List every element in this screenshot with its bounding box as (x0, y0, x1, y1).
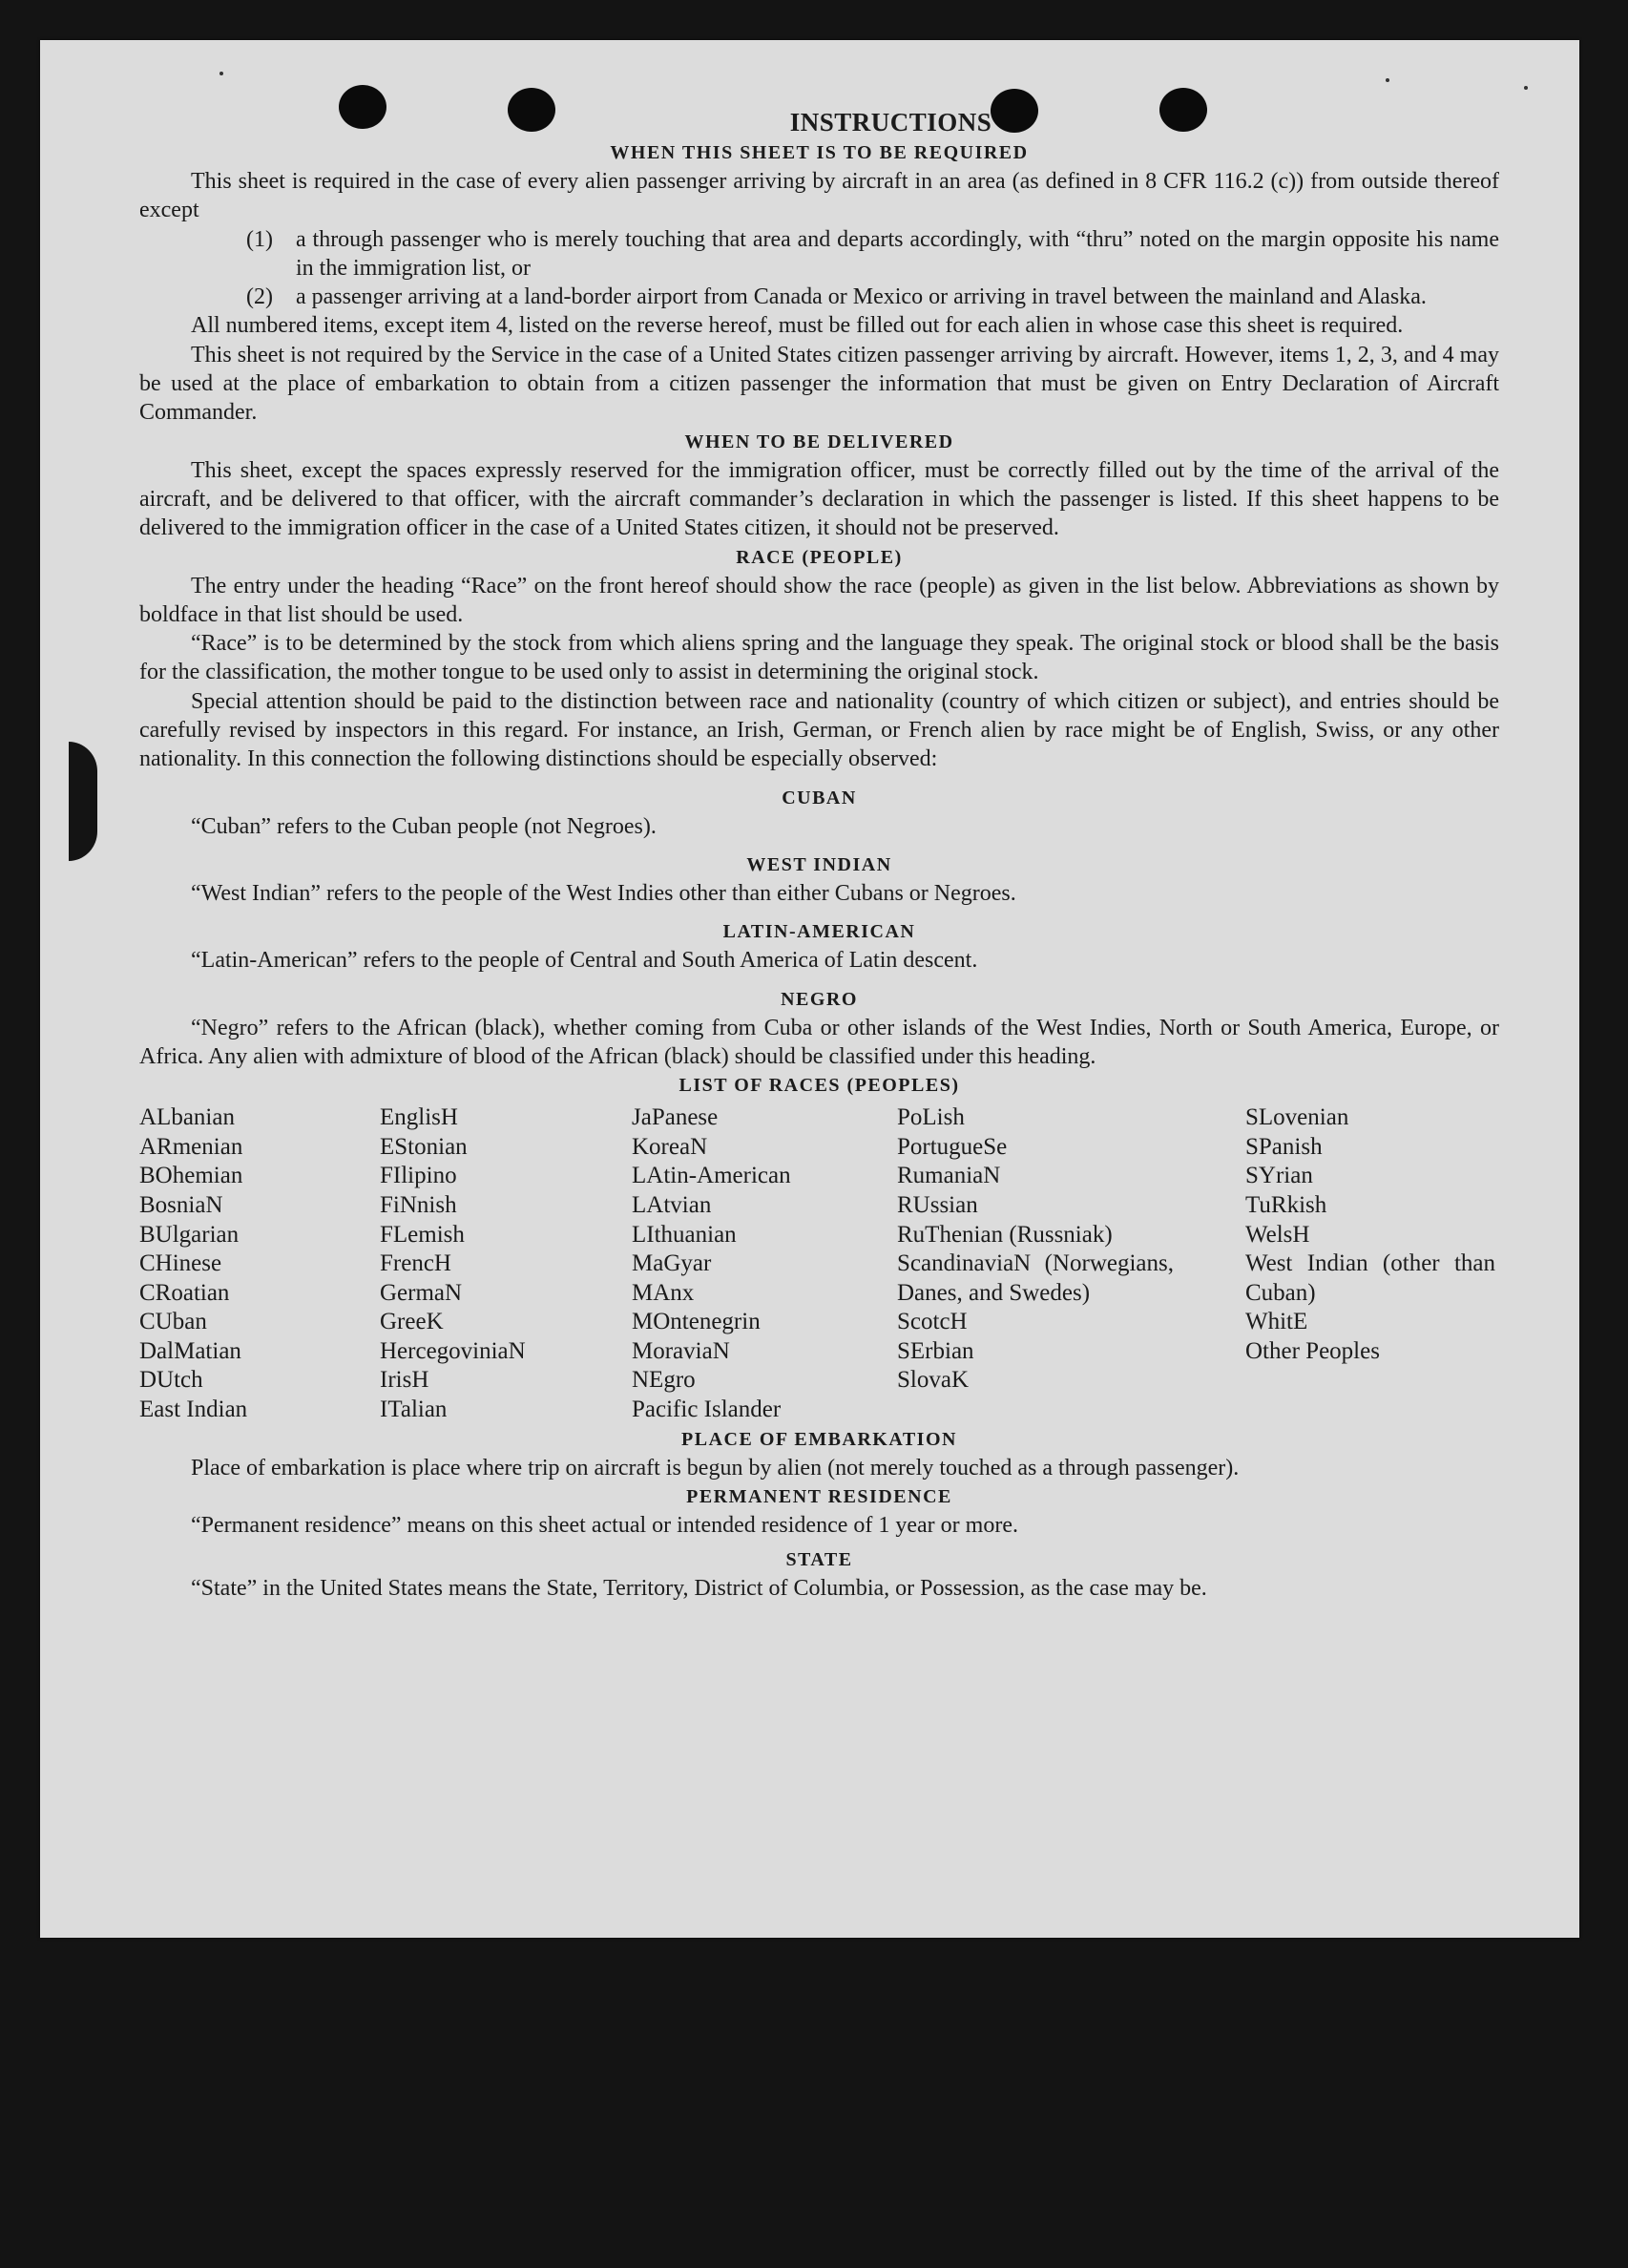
race-item: FiNnish (380, 1191, 457, 1218)
race-item: FLemish (380, 1221, 465, 1248)
race-column (380, 1103, 632, 1425)
instructions-text (139, 107, 1499, 1604)
race-item: DalMatian (139, 1337, 241, 1364)
paragraph: Place of embarkation is place where trip on aircraft is begun by alien (not merely touched as a through passenger). (191, 1455, 1240, 1480)
race-item: West Indian (other than Cuban) (1245, 1250, 1495, 1306)
race-item: HercegoviniaN (380, 1337, 526, 1364)
race-item: ITalian (380, 1396, 448, 1423)
section-heading-race: RACE (PEOPLE) (736, 546, 903, 568)
race-item: MoraviaN (632, 1337, 730, 1364)
race-item: CHinese (139, 1250, 222, 1277)
race-item: PoLish (897, 1104, 965, 1131)
race-item: GermaN (380, 1279, 463, 1306)
binding-notch (69, 742, 97, 861)
race-item: LAtvian (632, 1191, 712, 1218)
race-item: Other Peoples (1245, 1337, 1380, 1364)
race-item: SYrian (1245, 1163, 1313, 1189)
paragraph: This sheet is not required by the Service in the case of a United States citizen passenger arriving by aircraft. However, items 1, 2, 3, and 4 may be used at the place of embarkation to obtain from a citizen passenger the information that must be given on Entry Declaration of Aircraft Commander. (139, 342, 1499, 426)
section-heading-state: STATE (785, 1549, 853, 1571)
race-item: NEgro (632, 1367, 696, 1394)
race-item: RUssian (897, 1191, 978, 1218)
section-heading-negro: NEGRO (781, 988, 858, 1010)
item-number: (1) (246, 226, 273, 252)
race-item: MaGyar (632, 1250, 712, 1277)
race-item: JaPanese (632, 1104, 719, 1131)
item-text: a passenger arriving at a land-border airport from Canada or Mexico or arriving in travel between the mainland and Alaska. (296, 284, 1427, 310)
race-item: ScandinaviaN (Norwegians, Danes, and Swedes) (897, 1250, 1174, 1306)
speck (1386, 78, 1389, 82)
race-item: Pacific Islander (632, 1396, 782, 1423)
item-text: a through passenger who is merely touching that area and departs accordingly, with “thru” noted on the margin opposite his name in the immigration list, or (296, 226, 1499, 281)
paragraph: “Negro” refers to the African (black), whether coming from Cuba or other islands of the West Indies, North or South America, Europe, or Africa. Any alien with admixture of blood of the African (black) should be classified under this heading. (139, 1015, 1499, 1069)
race-item: SPanish (1245, 1133, 1323, 1160)
race-item: KoreaN (632, 1133, 708, 1160)
list-item (139, 283, 1499, 311)
race-item: EnglisH (380, 1104, 458, 1131)
race-item: RumaniaN (897, 1163, 1001, 1189)
item-number: (2) (246, 284, 273, 310)
section-heading-embarkation: PLACE OF EMBARKATION (681, 1428, 957, 1450)
section-heading-required: WHEN THIS SHEET IS TO BE REQUIRED (610, 142, 1029, 163)
section-heading-list-of-races: LIST OF RACES (PEOPLES) (678, 1075, 960, 1097)
race-item: East Indian (139, 1396, 248, 1423)
paragraph: “Permanent residence” means on this sheet actual or intended residence of 1 year or more. (191, 1512, 1018, 1538)
section-heading-cuban: CUBAN (782, 787, 857, 808)
section-heading-latin-american: LATIN-AMERICAN (722, 921, 916, 943)
race-list (139, 1103, 1499, 1425)
race-item: FIlipino (380, 1163, 457, 1189)
page-title: INSTRUCTIONS (789, 108, 992, 136)
race-item: TuRkish (1245, 1191, 1327, 1218)
paragraph: Special attention should be paid to the distinction between race and nationality (country of which citizen or subject), and entries should be carefully revised by inspectors in this regard. For instance, an Irish, German, or French alien by race might be of English, Swiss, or any other nationality. In this connection the following distinctions should be especially observed: (139, 688, 1499, 772)
race-item: EStonian (380, 1133, 468, 1160)
race-item: SLovenian (1245, 1104, 1349, 1131)
speck (1524, 86, 1528, 90)
paragraph: “Latin-American” refers to the people of Central and South America of Latin descent. (191, 948, 978, 974)
race-item: PortugueSe (897, 1133, 1008, 1160)
race-item: CRoatian (139, 1279, 230, 1306)
race-item: MOntenegrin (632, 1309, 761, 1335)
paragraph: This sheet, except the spaces expressly reserved for the immigration officer, must be correctly filled out by the time of the arrival of the aircraft, and be delivered to that officer, with the aircraft commander’s declaration in which the passenger is listed. If this sheet happens to be delivered to the immigration officer in the case of a United States citizen, it should not be preserved. (139, 457, 1499, 541)
race-item: BUlgarian (139, 1221, 240, 1248)
race-item: LAtin-American (632, 1163, 791, 1189)
race-item: DUtch (139, 1367, 203, 1394)
race-item: ScotcH (897, 1309, 968, 1335)
section-heading-delivered: WHEN TO BE DELIVERED (684, 430, 954, 452)
race-item: ALbanian (139, 1104, 235, 1131)
race-column (897, 1103, 1245, 1425)
paragraph: “Race” is to be determined by the stock from which aliens spring and the language they speak. The original stock or blood shall be the basis for the classification, the mother tongue to be used only to assist in determining the original stock. (139, 631, 1499, 685)
race-item: FrencH (380, 1250, 451, 1277)
section-heading-residence: PERMANENT RESIDENCE (686, 1485, 952, 1507)
speck (219, 72, 223, 75)
paragraph: “Cuban” refers to the Cuban people (not Negroes). (191, 813, 657, 839)
race-item: BOhemian (139, 1163, 243, 1189)
paragraph: All numbered items, except item 4, listed on the reverse hereof, must be filled out for each alien in whose case this sheet is required. (191, 313, 1404, 339)
race-item: RuThenian (Russniak) (897, 1221, 1113, 1248)
paragraph: The entry under the heading “Race” on the front hereof should show the race (people) as given in the list below. Abbreviations as shown by boldface in that list should be used. (139, 573, 1499, 627)
race-item: CUban (139, 1309, 207, 1335)
race-item: SErbian (897, 1337, 974, 1364)
race-column (632, 1103, 897, 1425)
race-column (139, 1103, 380, 1425)
race-item: WhitE (1245, 1309, 1308, 1335)
race-item: BosniaN (139, 1191, 223, 1218)
race-item: IrisH (380, 1367, 429, 1394)
race-column (1245, 1103, 1499, 1425)
paragraph: “State” in the United States means the State, Territory, District of Columbia, or Possession, as the case may be. (191, 1576, 1207, 1602)
list-item (139, 225, 1499, 284)
race-item: SlovaK (897, 1367, 969, 1394)
race-item: MAnx (632, 1279, 695, 1306)
race-item: ARmenian (139, 1133, 243, 1160)
race-item: LIthuanian (632, 1221, 737, 1248)
paragraph: “West Indian” refers to the people of the West Indies other than either Cubans or Negroes. (191, 880, 1016, 906)
race-item: WelsH (1245, 1221, 1310, 1248)
race-item: GreeK (380, 1309, 444, 1335)
paragraph: This sheet is required in the case of every alien passenger arriving by aircraft in an area (as defined in 8 CFR 116.2 (c)) from outside thereof except (139, 169, 1499, 223)
section-heading-west-indian: WEST INDIAN (746, 853, 892, 875)
